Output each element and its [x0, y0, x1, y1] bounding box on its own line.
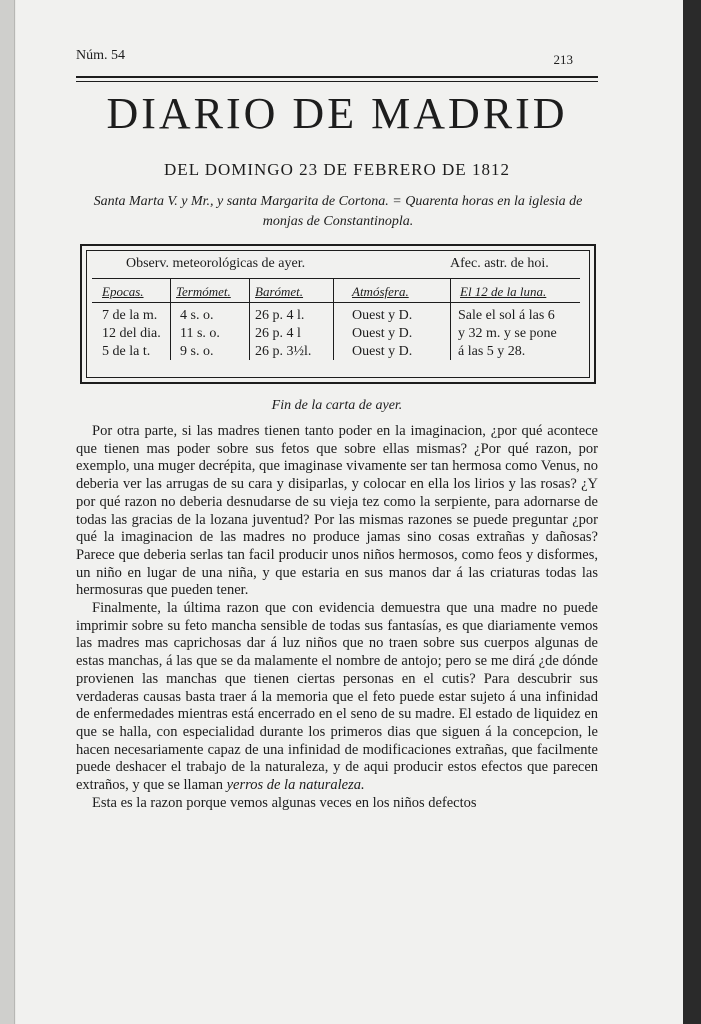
row-3-atmos: Ouest y D. [352, 344, 413, 359]
row-3-epoca: 5 de la t. [102, 344, 151, 359]
newspaper-page [16, 0, 683, 1024]
row-1-termo: 4 s. o. [180, 308, 214, 323]
row-3-termo: 9 s. o. [180, 344, 214, 359]
astro-line-3: á las 5 y 28. [458, 344, 526, 359]
paragraph-2-text: Finalmente, la última razon que con evidencia demuestra que una madre no puede imprimir sobre su feto mancha sensible de todas sus fantasías, es que diariamente vemos las madres mas caprichosas dar á luz niños que no traen sobre sus cuerpos algunas de estas manchas, á las que se da malamente el nombre de antojo; pero se me dirá ¿de dónde provienen las manchas que tienen ciertas personas en el cutis? Para descubrir sus verdaderas causas basta traer á la memoria que el feto puede estar sujeto á una infinidad de enfermedades mientras está encerrado en el seno de su madre. El estado de liquidez en que se halla, con especialidad durante los primeros dias que siguen á la concepcion, le hacen necesariamente capaz de una infinidad de modificaciones extrañas, que facilmente puede deshacer el trabajo de la naturaleza, y de aqui producir estos efectos que parecen extraños, y que se llaman [76, 600, 598, 794]
weather-heading: Observ. meteorológicas de ayer. [126, 256, 306, 271]
col-luna: El 12 de la luna. [460, 284, 547, 299]
row-2-atmos: Ouest y D. [352, 326, 413, 341]
col-atmosfera: Atmósfera. [352, 284, 409, 299]
saints-of-day: Santa Marta V. y Mr., y santa Margarita de Cortona. = Quarenta horas en la iglesia de monjas de Constantinopla. [93, 194, 583, 229]
paragraph-3: Esta es la razon porque vemos algunas veces en los niños defectos [92, 794, 477, 811]
weather-table [80, 244, 596, 384]
row-2-epoca: 12 del dia. [102, 326, 161, 341]
table-rule [92, 302, 580, 303]
row-3-baro: 26 p. 3½l. [255, 344, 312, 359]
col-termometro: Termómet. [176, 284, 231, 299]
header-rule-thin [76, 81, 598, 82]
article-body [76, 423, 598, 812]
row-1-atmos: Ouest y D. [352, 308, 413, 323]
masthead-title: DIARIO DE MADRID [106, 89, 568, 138]
paragraph-2-italic: yerros de la naturaleza. [226, 777, 365, 794]
row-1-baro: 26 p. 4 l. [255, 308, 305, 323]
col-epocas: Epocas. [102, 284, 144, 299]
col-barometro: Barómet. [255, 284, 304, 299]
row-1-epoca: 7 de la m. [102, 308, 158, 323]
column-divider [450, 278, 451, 360]
header-rule [76, 76, 598, 78]
column-divider [249, 278, 250, 360]
issue-date: DEL DOMINGO 23 DE FEBRERO DE 1812 [164, 160, 510, 179]
astro-line-1: Sale el sol á las 6 [458, 308, 555, 323]
astro-line-2: y 32 m. y se pone [458, 326, 557, 341]
row-2-baro: 26 p. 4 l [255, 326, 301, 341]
astro-heading: Afec. astr. de hoi. [450, 256, 549, 271]
column-divider [170, 278, 171, 360]
section-caption: Fin de la carta de ayer. [271, 398, 403, 413]
table-rule [92, 278, 580, 279]
paragraph-1: Por otra parte, si las madres tienen tanto poder en la imaginacion, ¿por qué acontece que tienen mas poder sobre sus fetos que sobre ellas mismas? ¿Por qué razon, por exemplo, una muger decrépita, que imaginase vivamente ser tan hermosa como Venus, no deberia ver las arrugas de su cara y disiparlas, y colocar en ella los lirios y las rosas? ¿Y por qué razon no deberia desnudarse de su vieja tez como la serpiente, para adornarse de todas las gracias de la lozana juventud? Por las mismas razones se puede preguntar ¿por qué la imaginacion de las madres no produce jamas sino cosas extrañas y dañosas? Parece que deberia serlas tan facil producir unos niños hermosos, como feos y disformes, un niño en lugar de una niña, y que estaria en sus manos dar á las criaturas todas las hermosuras que pueden tener. [76, 423, 598, 599]
scan-border [683, 0, 701, 1024]
paragraph-2 [76, 600, 598, 795]
page-spine [0, 0, 15, 1024]
column-divider [333, 278, 334, 360]
issue-number: Núm. 54 [76, 48, 125, 63]
row-2-termo: 11 s. o. [180, 326, 220, 341]
page-number: 213 [553, 52, 573, 67]
